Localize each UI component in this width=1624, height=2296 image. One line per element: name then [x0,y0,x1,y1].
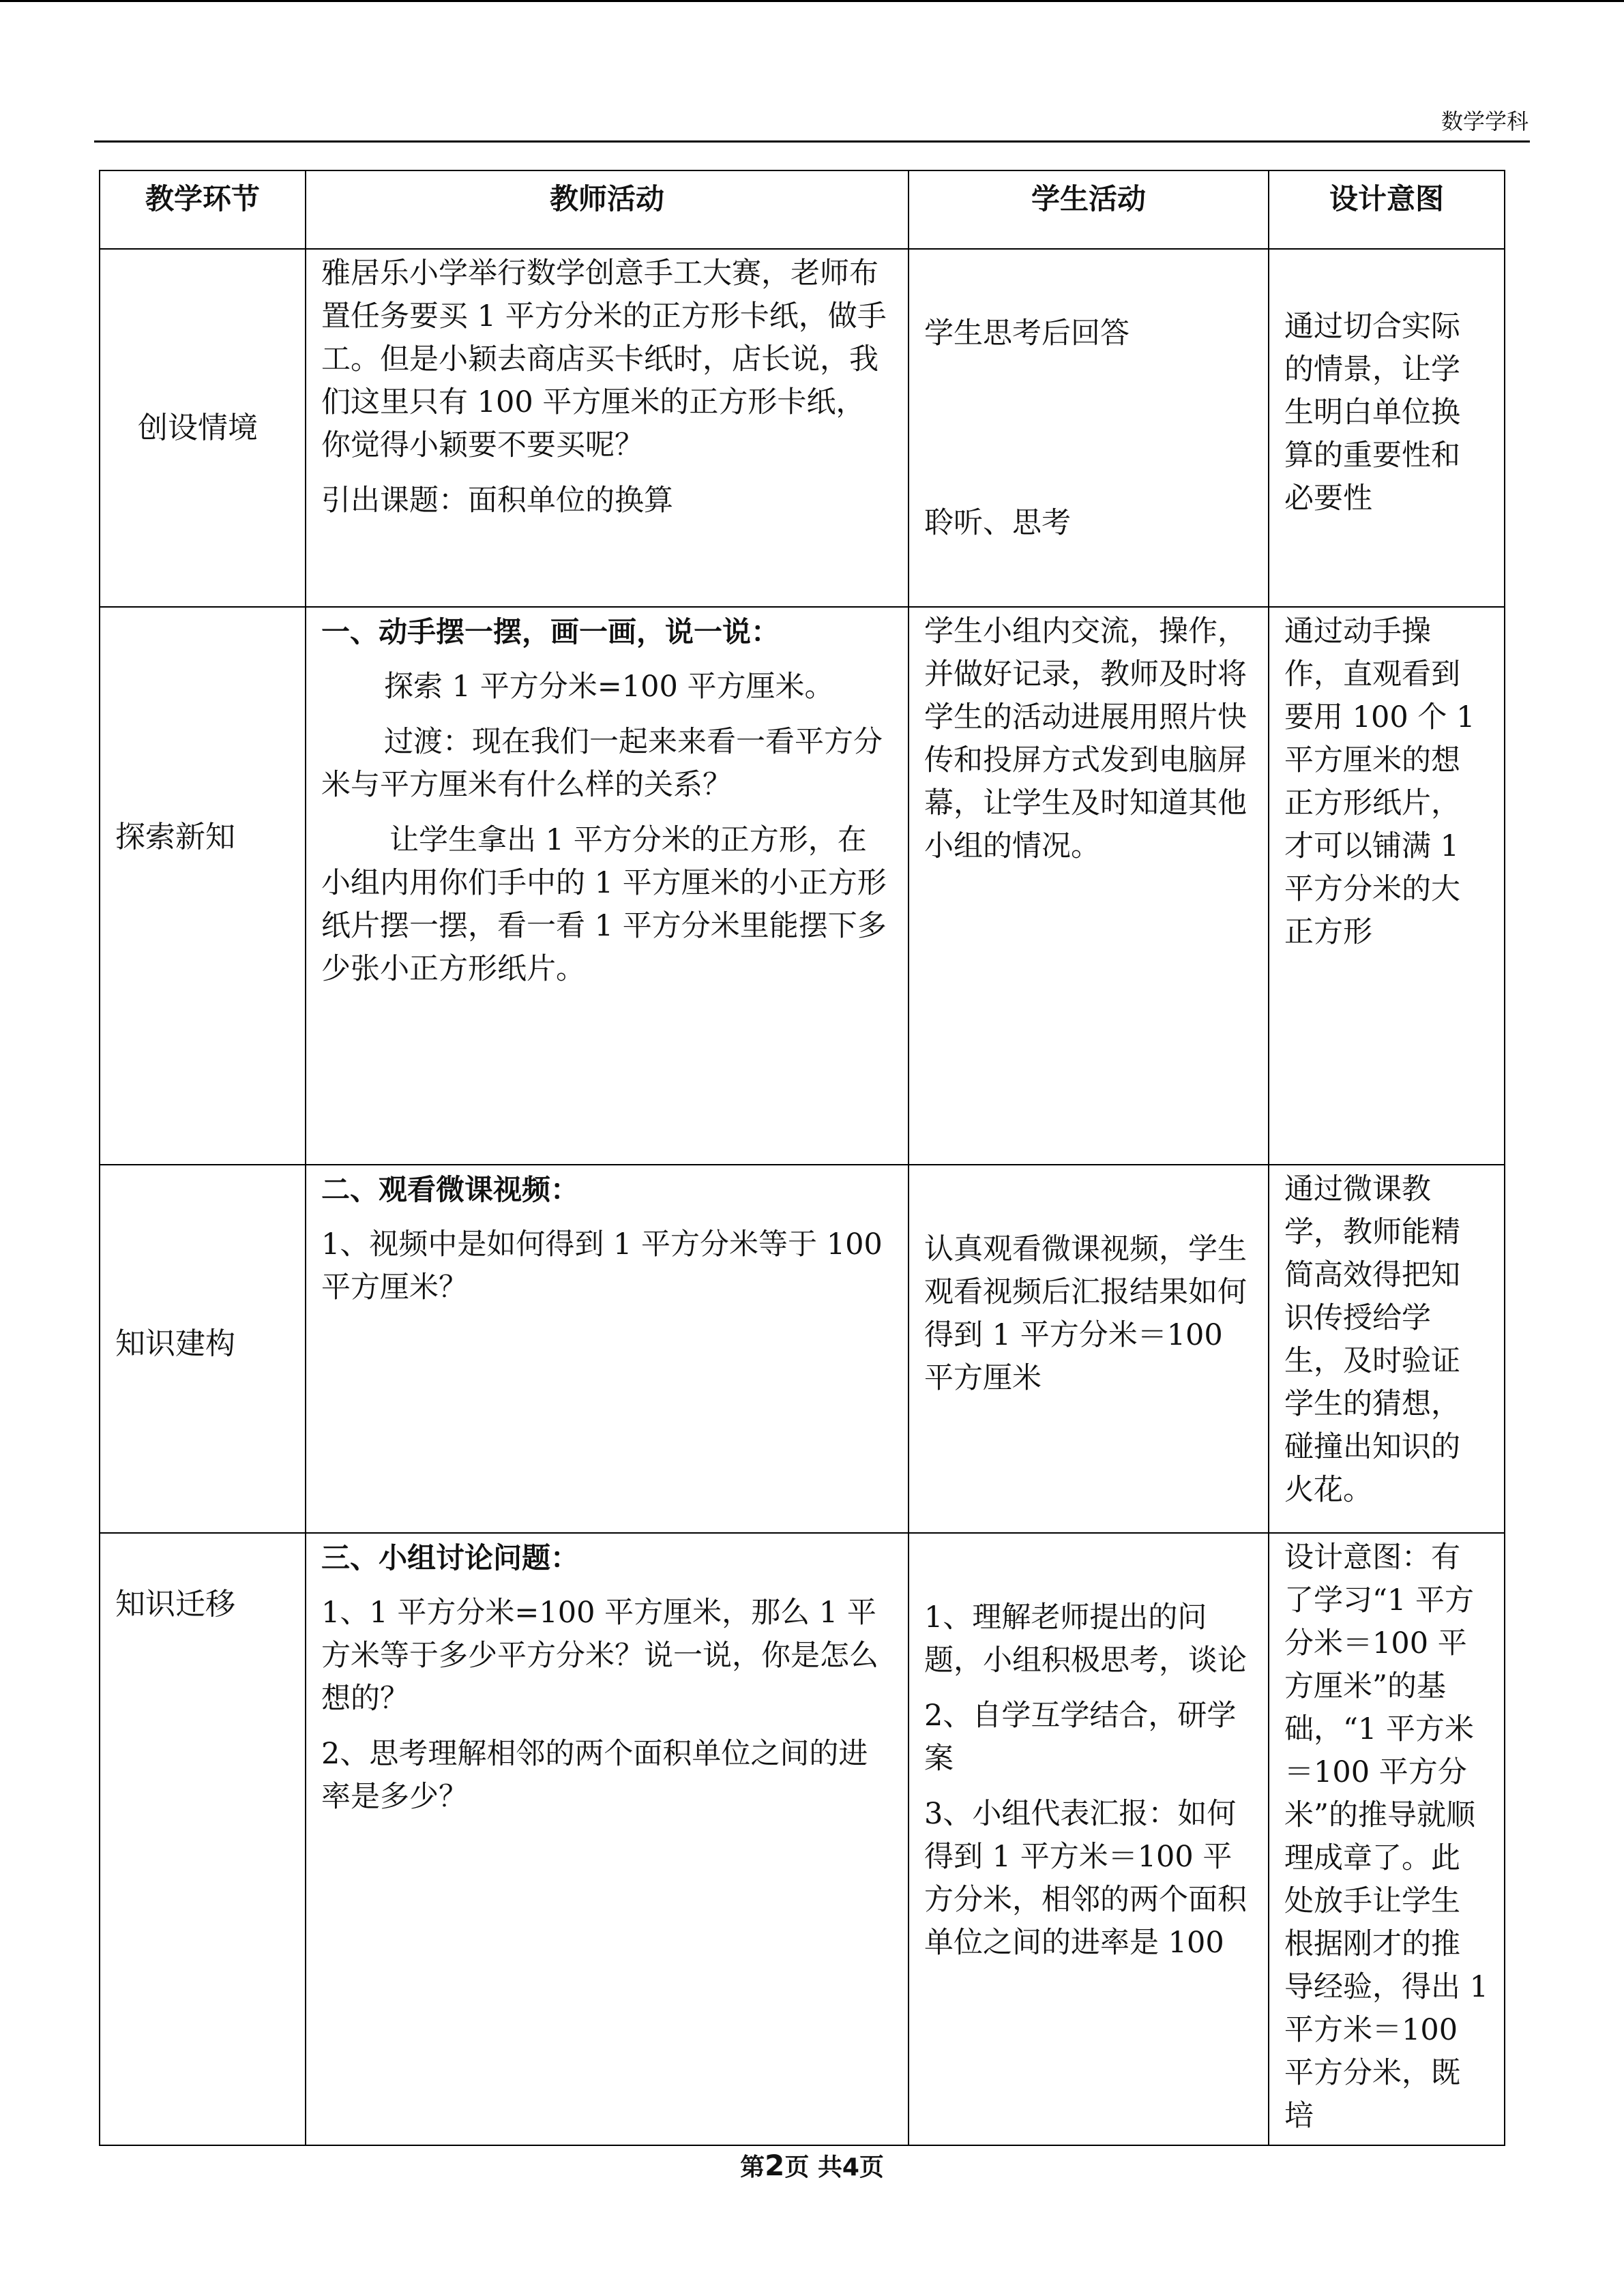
teacher-cell [306,1165,909,1533]
intent-text: 通过切合实际的情景，让学生明白单位换算的重要性和必要性 [1284,310,1460,516]
header-subject: 数学学科 [1441,108,1529,134]
column-header-student: 学生活动 [909,170,1269,249]
phase-cell [100,1165,306,1533]
teacher-text: 1、1 平方分米=100 平方厘米，那么 1 平方米等于多少平方分米？说一说，你是怎么想的？ [321,1596,879,1716]
table-row [100,1165,1505,1533]
intent-text: 通过动手操作，直观看到要用 100 个 1 平方厘米的想正方形纸片，才可以铺满 1 平方分米的大正方形 [1284,614,1475,949]
teacher-cell [306,1533,909,2145]
intent-cell [1269,249,1505,607]
intent-cell [1269,1165,1505,1533]
teacher-text: 让学生拿出 1 平方分米的正方形，在小组内用你们手中的 1 平方厘米的小正方形纸片摆一摆，看一看 1 平方分米里能摆下多少张小正方形纸片。 [321,823,887,986]
footer-prefix: 第 [740,2153,765,2181]
student-text: 学生小组内交流，操作，并做好记录，教师及时将学生的活动进展用照片快传和投屏方式发到电脑屏幕，让学生及时知道其他小组的情况。 [924,614,1247,863]
student-text: 学生思考后回答 [924,316,1130,351]
teacher-heading: 二、观看微课视频： [321,1173,580,1206]
teacher-heading: 三、小组讨论问题： [321,1541,580,1575]
student-text: 3、小组代表汇报：如何得到 1 平方米＝100 平方分米，相邻的两个面积单位之间的进率是 100 [924,1797,1247,1960]
teacher-text: 过渡：现在我们一起来来看一看平方分米与平方厘米有什么样的关系？ [321,725,883,802]
column-header-phase: 教学环节 [100,170,306,249]
phase-cell [100,607,306,1165]
teacher-cell [306,249,909,607]
teacher-text: 2、思考理解相邻的两个面积单位之间的进率是多少？ [321,1737,868,1814]
column-header-teacher: 教师活动 [306,170,909,249]
student-cell [909,1533,1269,2145]
phase-name: 创设情境 [138,411,258,445]
teacher-cell [306,607,909,1165]
page-footer [0,2148,1624,2183]
table-row [100,1533,1505,2145]
footer-total-pages: 4 [842,2153,859,2181]
student-cell [909,249,1269,607]
student-text: 1、理解老师提出的问题，小组积极思考，谈论 [924,1600,1247,1678]
table-row [100,607,1505,1165]
column-header-intent: 设计意图 [1269,170,1505,249]
lesson-plan-table [99,170,1505,2146]
footer-suffix: 页 [859,2153,884,2181]
student-text: 认真观看微课视频，学生观看视频后汇报结果如何得到 1 平方分米＝100 平方厘米 [924,1232,1247,1395]
student-text: 2、自学互学结合，研学案 [924,1699,1237,1776]
teacher-text: 1、视频中是如何得到 1 平方分米等于 100 平方厘米？ [321,1227,883,1304]
intent-cell [1269,1533,1505,2145]
table-row [100,249,1505,607]
student-text: 聆听、思考 [924,506,1071,540]
intent-text: 通过微课教学，教师能精简高效得把知识传授给学生，及时验证学生的猜想，碰撞出知识的火花。 [1284,1172,1460,1507]
teacher-heading: 一、动手摆一摆，画一画，说一说： [321,615,780,648]
phase-cell [100,1533,306,2145]
intent-text: 设计意图：有了学习“1 平方分米＝100 平方厘米”的基础，“1 平方米＝100 平方分米”的推导就顺理成章了。此处放手让学生根据刚才的推导经验，得出 1 平方米＝100 平方分米，既培 [1284,1540,1489,2133]
table-header-row [100,170,1505,249]
phase-name: 探索新知 [115,820,235,854]
student-cell [909,1165,1269,1533]
phase-name: 知识建构 [115,1326,235,1361]
student-cell [909,607,1269,1165]
intent-cell [1269,607,1505,1165]
phase-cell [100,249,306,607]
footer-page-number: 2 [765,2149,785,2182]
phase-name: 知识迁移 [115,1587,235,1622]
teacher-text: 探索 1 平方分米=100 平方厘米。 [384,670,834,704]
header-rule [94,140,1530,143]
footer-middle: 页 共 [784,2153,842,2181]
top-border-line [0,0,1624,2]
teacher-text: 雅居乐小学举行数学创意手工大赛，老师布置任务要买 1 平方分米的正方形卡纸，做手工。但是小颖去商店买卡纸时，店长说，我们这里只有 100 平方厘米的正方形卡纸，你觉得小颖要不要买呢？ [321,256,887,462]
teacher-text: 引出课题：面积单位的换算 [321,483,673,518]
